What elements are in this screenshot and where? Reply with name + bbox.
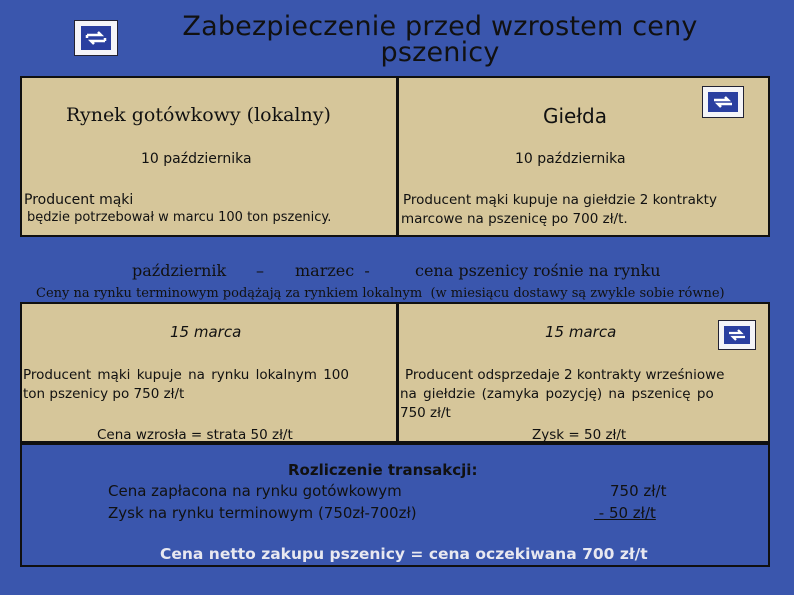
exchange-header: Giełda: [543, 104, 607, 128]
timeline-subnote: Ceny na rynku terminowym podążają za rynkiem lokalnym (w miesiącu dostawy są zwykle sobie równe): [36, 286, 725, 301]
closing-exchange-text-1: Producent odsprzedaje 2 kontrakty wrześniowe: [405, 367, 725, 383]
closing-cash-text-2: ton pszenicy po 750 zł/t: [23, 386, 185, 402]
settlement-value-2: - 50 zł/t: [594, 504, 656, 522]
exchange-arrows-icon: [74, 20, 118, 56]
closing-cash-result: Cena wzrosła = strata 50 zł/t: [97, 427, 293, 443]
opening-cash-text-1: Producent mąki: [24, 192, 134, 208]
net-price-summary: Cena netto zakupu pszenicy = cena oczekiwana 700 zł/t: [160, 545, 648, 563]
settlement-label-2: Zysk na rynku terminowym (750zł-700zł): [108, 504, 417, 522]
exchange-arrows-icon: [702, 86, 744, 118]
timeline-from: październik: [132, 261, 227, 280]
opening-exchange-text-2: marcowe na pszenicę po 700 zł/t.: [401, 211, 628, 227]
page-title: [150, 11, 730, 68]
opening-exchange-text-1: Producent mąki kupuje na giełdzie 2 kontrakty: [403, 192, 717, 208]
timeline-to: marzec -: [295, 261, 370, 280]
settlement-heading: Rozliczenie transakcji:: [288, 461, 478, 479]
settlement-label-1: Cena zapłacona na rynku gotówkowym: [108, 482, 402, 500]
closing-cash-text-1: Producent mąki kupuje na rynku lokalnym 100: [23, 367, 349, 383]
cash-market-header: Rynek gotówkowy (lokalny): [66, 104, 331, 126]
closing-exchange-result: Zysk = 50 zł/t: [532, 427, 627, 443]
timeline-dash: –: [256, 261, 264, 280]
title-line-1: Zabezpieczenie przed wzrostem ceny: [182, 11, 698, 42]
closing-exchange-text-3: 750 zł/t: [400, 405, 451, 421]
opening-exchange-date: 10 października: [515, 151, 626, 167]
opening-cash-text-2: będzie potrzebował w marcu 100 ton pszenicy.: [27, 210, 332, 225]
closing-cash-date: 15 marca: [170, 323, 242, 341]
closing-exchange-text-2: na giełdzie (zamyka pozycję) na pszenicę po: [400, 386, 714, 402]
opening-divider: [396, 76, 399, 237]
timeline-note: cena pszenicy rośnie na rynku: [415, 261, 661, 280]
opening-cash-date: 10 października: [141, 151, 252, 167]
closing-divider: [396, 302, 399, 443]
settlement-value-1: 750 zł/t: [610, 482, 667, 500]
title-line-2: pszenicy: [380, 37, 500, 68]
closing-exchange-date: 15 marca: [545, 323, 617, 341]
exchange-arrows-icon: [718, 320, 756, 350]
